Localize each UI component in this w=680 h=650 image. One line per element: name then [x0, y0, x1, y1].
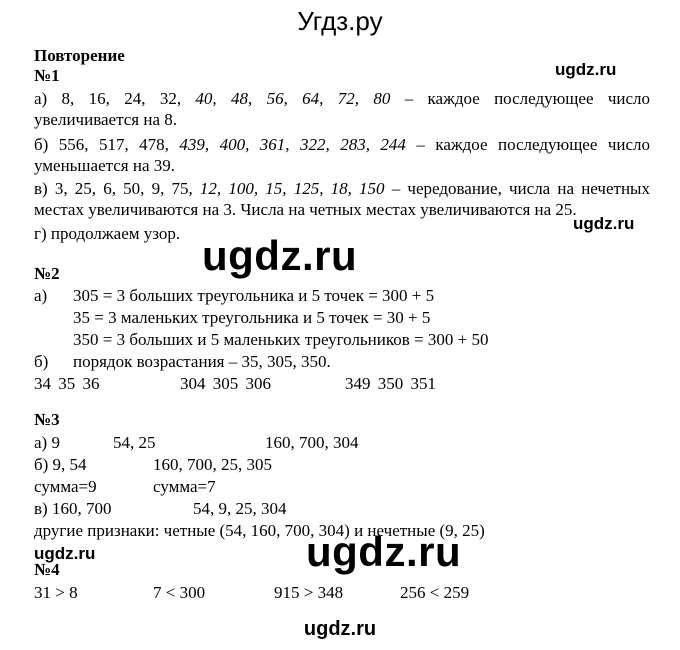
- task-4-number: №4: [34, 560, 60, 579]
- task-3-a-col1: а) 9: [34, 433, 60, 452]
- task-3-sum-col2: сумма=7: [153, 477, 216, 496]
- given-numbers: в) 3, 25, 6, 50, 9, 75,: [34, 179, 193, 198]
- task-3-a-col2: 54, 25: [113, 433, 156, 452]
- watermark: ugdz.ru: [555, 60, 617, 79]
- watermark: ugdz.ru: [306, 528, 462, 575]
- task-1-a: [34, 89, 650, 109]
- rule-text: – чередование, числа на нечетных: [384, 179, 650, 198]
- comparison: 7 < 300: [153, 583, 206, 602]
- site-title: Угдз.ру: [297, 6, 383, 36]
- task-3-v-col2: 54, 9, 25, 304: [193, 499, 287, 518]
- task-2-a-line2: 35 = 3 маленьких треугольника и 5 точек = 30 + 5: [73, 308, 431, 327]
- comparison: 31 > 8: [34, 583, 78, 602]
- watermark: ugdz.ru: [202, 232, 358, 279]
- task-2-b-line: порядок возрастания – 35, 305, 350.: [73, 352, 331, 371]
- sequence: 304 305 306: [180, 374, 271, 393]
- comparison: 915 > 348: [274, 583, 344, 602]
- task-1-v-line2: местах увеличиваются на 3. Числа на четных местах увеличиваются на 25.: [34, 200, 577, 219]
- task-1-number: №1: [34, 66, 60, 85]
- task-3-sum-col1: сумма=9: [34, 477, 97, 496]
- task-3-other: другие признаки: четные (54, 160, 700, 304) и нечетные (9, 25): [34, 521, 485, 540]
- comparison: 256 < 259: [400, 583, 470, 602]
- watermark: ugdz.ru: [34, 544, 96, 563]
- task-2-b-label: б): [34, 352, 49, 371]
- task-3-v-col1: в) 160, 700: [34, 499, 112, 518]
- watermark: ugdz.ru: [303, 618, 377, 640]
- given-numbers: б) 556, 517, 478,: [34, 135, 169, 154]
- answer-numbers: 439, 400, 361, 322, 283, 244: [168, 135, 406, 154]
- task-2-a-line3: 350 = 3 больших и 5 маленьких треугольников = 300 + 50: [73, 330, 489, 349]
- task-3-a-col3: 160, 700, 304: [265, 433, 359, 452]
- answer-numbers: 40, 48, 56, 64, 72, 80: [181, 89, 391, 108]
- rule-text: – каждое последующее число: [390, 89, 651, 108]
- task-1-g: г) продолжаем узор.: [34, 224, 181, 243]
- section-title: Повторение: [34, 46, 125, 65]
- task-3-b-col1: б) 9, 54: [34, 455, 87, 474]
- task-1-a-line2: увеличивается на 8.: [34, 110, 177, 129]
- task-1-v: [34, 179, 650, 199]
- rule-text: – каждое последующее число: [405, 135, 651, 154]
- watermark: ugdz.ru: [573, 214, 635, 233]
- given-numbers: а) 8, 16, 24, 32,: [34, 89, 182, 108]
- sequence: 349 350 351: [345, 374, 436, 393]
- task-1-b-line2: уменьшается на 39.: [34, 156, 176, 175]
- answer-numbers: 12, 100, 15, 125, 18, 150: [192, 179, 385, 198]
- task-3-b-col2: 160, 700, 25, 305: [153, 455, 272, 474]
- sequence: 34 35 36: [34, 374, 100, 393]
- task-2-a-line1: 305 = 3 больших треугольника и 5 точек = 300 + 5: [73, 286, 435, 305]
- task-1-b: [34, 135, 650, 155]
- task-2-number: №2: [34, 264, 60, 283]
- task-3-number: №3: [34, 410, 60, 429]
- task-2-a-label: а): [34, 286, 48, 305]
